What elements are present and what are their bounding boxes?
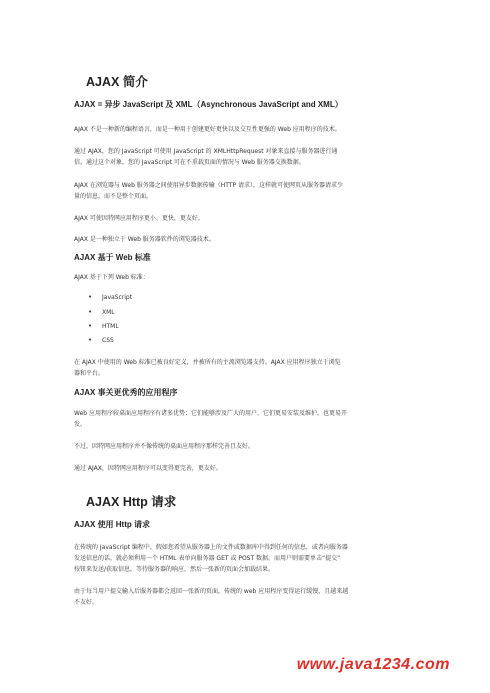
- bullet-icon: •: [88, 308, 93, 316]
- paragraph-line: 按钮来发送/获取信息，等待服务器的响应，然后一张新的页面会加载结果。: [74, 566, 275, 573]
- bullet-icon: •: [88, 322, 93, 330]
- subheading-http-request: AJAX 使用 Http 请求: [74, 520, 150, 529]
- paragraph-line: 信。通过这个对象，您的 JavaScript 可在不重载页面的情况与 Web 服务器交换数据。: [74, 159, 305, 166]
- heading-ajax-intro: AJAX 简介: [86, 75, 148, 89]
- list-item: • JavaScript: [88, 293, 133, 301]
- list-item: • XML: [88, 308, 115, 316]
- heading-ajax-http: AJAX Http 请求: [86, 495, 177, 509]
- ajax-definition: AJAX = 异步 JavaScript 及 XML（Asynchronous JavaScript and XML）: [74, 100, 343, 109]
- paragraph: AJAX 是一种独立于 Web 服务器软件的浏览器技术。: [74, 236, 215, 243]
- heading-web-standards: AJAX 基于 Web 标准: [74, 253, 151, 262]
- paragraph: 不过，因特网应用程序并不像传统的桌面应用程序那样完善且友好。: [74, 443, 255, 450]
- paragraph-line: 量的信息，而不是整个页面。: [74, 193, 153, 200]
- paragraph-line: 在 AJAX 中使用的 Web 标准已被良好定义，并被所有的主流浏览器支持。AJAX 应用程序独立于浏览: [74, 359, 341, 366]
- paragraph-line: 器和平台。: [74, 370, 105, 377]
- paragraph-line: 由于每当用户提交输入后服务器都会返回一张新的页面，传统的 web 应用程序变得运行缓慢，且越来越: [74, 588, 349, 595]
- paragraph-line: Web 应用程序较桌面应用程序有诸多优势；它们能够涉及广大的用户，它们更易安装及维护，也更易开: [74, 410, 347, 417]
- paragraph: AJAX 可使因特网应用程序更小、更快，更友好。: [74, 215, 204, 222]
- list-item: • HTML: [88, 322, 119, 330]
- paragraph-line: 在传统的 JavaScript 编程中，假如您希望从服务器上的文件或数据库中得到任何的信息，或者向服务器: [74, 544, 348, 551]
- paragraph-line: 通过 AJAX，您的 JavaScript 可使用 JavaScript 的 XMLHttpRequest 对象来直接与服务器进行通: [74, 148, 338, 155]
- paragraph-line: 发。: [74, 421, 87, 428]
- heading-better-apps: AJAX 事关更优秀的应用程序: [74, 388, 178, 397]
- watermark: www.java1234.com: [296, 656, 450, 673]
- paragraph: 通过 AJAX，因特网应用程序可以变得更完善，更友好。: [74, 465, 222, 472]
- bullet-icon: •: [88, 336, 93, 344]
- list-item: • CSS: [88, 336, 114, 344]
- bullet-icon: •: [88, 293, 93, 301]
- paragraph-line: AJAX 在浏览器与 Web 服务器之间使用异步数据传输（HTTP 请求），这样就可使网页从服务器请求少: [74, 182, 344, 189]
- paragraph: AJAX 不是一种新的编程语言，而是一种用于创建更好更快以及交互性更强的 Web 应用程序的技术。: [74, 126, 341, 133]
- paragraph-line: 不友好。: [74, 599, 99, 606]
- paragraph: AJAX 基于下列 Web 标准：: [74, 274, 149, 281]
- paragraph-line: 发送信息的话，就必须利用一个 HTML 表单向服务器 GET 或 POST 数据。而用户则需要单击“提交”: [74, 555, 341, 562]
